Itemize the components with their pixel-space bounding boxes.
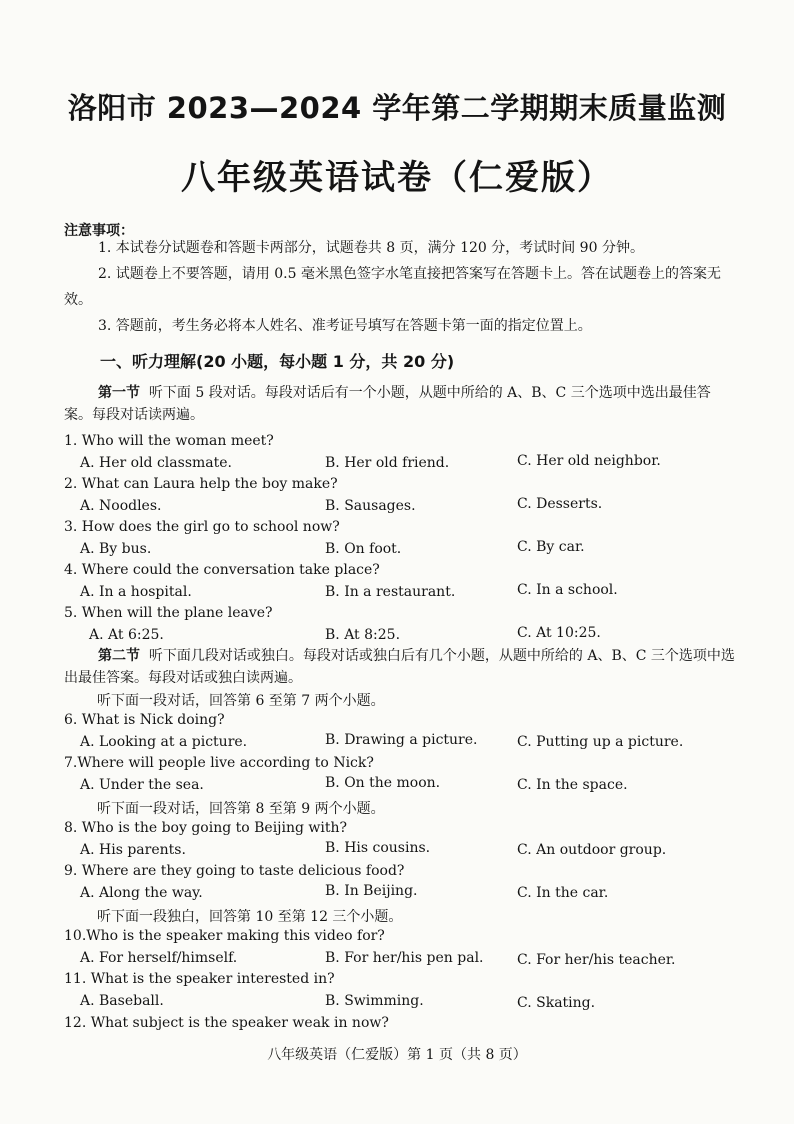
exam-subtitle: 八年级英语试卷（仁爱版） [181,158,613,198]
option-a: A. Her old classmate. [80,455,232,471]
question: 6. What is Nick doing? [64,712,225,728]
option-b: B. At 8:25. [325,627,401,643]
question: 8. Who is the boy going to Beijing with? [64,820,348,836]
option-a: A. By bus. [80,541,152,557]
option-a: A. Along the way. [80,885,203,901]
option-b: B. In a restaurant. [325,584,456,600]
option-a: A. Looking at a picture. [80,734,248,750]
question: 12. What subject is the speaker weak in now? [64,1015,389,1031]
sub-instruction: 听下面一段独白，回答第 10 至第 12 三个小题。 [97,909,403,925]
option-a: A. Under the sea. [80,777,204,793]
note-item: 1. 本试卷分试题卷和答题卡两部分，试题卷共 8 页，满分 120 分，考试时间 90 分钟。 [98,240,644,256]
question: 4. Where could the conversation take place? [64,562,380,578]
option-a: A. At 6:25. [89,627,164,643]
part-text: 听下面 5 段对话。每段对话后有一个小题，从题中所给的 A、B、C 三个选项中选出最佳答案。每段对话读两遍。 [64,385,711,423]
option-a: A. Baseball. [80,993,164,1009]
option-c: C. For her/his teacher. [517,952,676,968]
note-item: 3. 答题前，考生务必将本人姓名、准考证号填写在答题卡第一面的指定位置上。 [98,318,592,334]
sub-instruction: 听下面一段对话，回答第 8 至第 9 两个小题。 [97,801,385,817]
question: 7.Where will people live according to Nick? [64,755,374,771]
option-c: C. In a school. [517,582,618,598]
option-b: B. Her old friend. [325,455,450,471]
part1-instruction [64,382,736,426]
part-label: 第二节 [98,648,140,664]
option-c: C. Desserts. [517,496,603,512]
option-a: A. Noodles. [80,498,162,514]
note-item: 2. 试题卷上不要答题，请用 0.5 毫米黑色签字水笔直接把答案写在答题卡上。答在试题卷上的答案无效。 [64,266,721,308]
exam-title: 洛阳市 2023—2024 学年第二学期期末质量监测 [67,91,727,125]
sub-instruction: 听下面一段对话，回答第 6 至第 7 两个小题。 [97,693,385,709]
option-a: A. In a hospital. [80,584,192,600]
question: 9. Where are they going to taste delicious food? [64,863,405,879]
option-c: C. Putting up a picture. [517,734,684,750]
question: 11. What is the speaker interested in? [64,971,335,987]
part-label: 第一节 [98,385,140,401]
option-c: C. An outdoor group. [517,842,667,858]
question: 10.Who is the speaker making this video for? [64,928,385,944]
option-c: C. Her old neighbor. [517,453,661,469]
option-b: B. Drawing a picture. [325,732,478,748]
option-c: C. In the space. [517,777,628,793]
option-b: B. His cousins. [325,840,431,856]
question: 1. Who will the woman meet? [64,433,274,449]
section-title: 一、听力理解(20 小题，每小题 1 分，共 20 分) [100,352,455,371]
page-footer: 八年级英语（仁爱版）第 1 页（共 8 页） [267,1047,527,1063]
option-b: B. For her/his pen pal. [325,950,484,966]
option-a: A. His parents. [80,842,186,858]
question: 3. How does the girl go to school now? [64,519,340,535]
question: 5. When will the plane leave? [64,605,273,621]
option-c: C. In the car. [517,885,609,901]
option-b: B. On the moon. [325,775,441,791]
option-b: B. Swimming. [325,993,424,1009]
option-c: C. At 10:25. [517,625,601,641]
option-c: C. Skating. [517,995,596,1011]
notes-heading: 注意事项： [64,223,134,239]
option-b: B. In Beijing. [325,883,418,899]
option-b: B. Sausages. [325,498,416,514]
question: 2. What can Laura help the boy make? [64,476,338,492]
part2-instruction [64,645,736,689]
option-b: B. On foot. [325,541,402,557]
option-a: A. For herself/himself. [80,950,238,966]
option-c: C. By car. [517,539,585,555]
part-text: 听下面几段对话或独白。每段对话或独白后有几个小题，从题中所给的 A、B、C 三个选项中选出最佳答案。每段对话或独白读两遍。 [64,648,735,686]
